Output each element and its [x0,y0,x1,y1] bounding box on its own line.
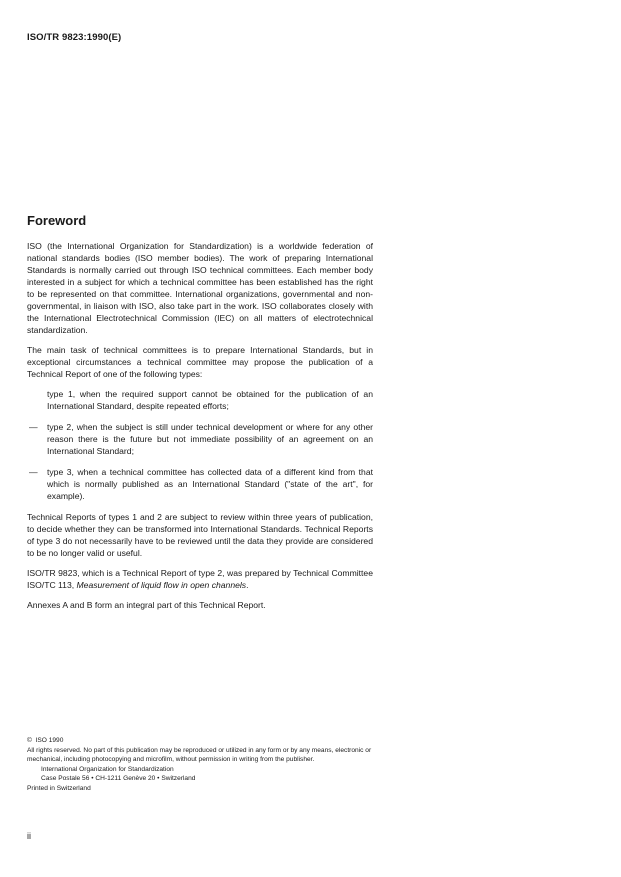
paragraph-4-suffix: . [246,580,249,590]
foreword-heading: Foreword [27,213,87,228]
foreword-paragraph-4 [27,567,373,591]
copyright-block [27,736,373,794]
report-types-list [27,388,373,502]
list-dash: — [29,422,38,432]
organization-name: International Organization for Standardization [41,765,174,773]
foreword-body [27,240,373,619]
rights-statement: All rights reserved. No part of this publication may be reproduced or utilized in any form or by any means, electronic or mechanical, including photocopying and microfilm, without permission in writing from the publisher. [27,746,372,764]
printed-in: Printed in Switzerland [27,784,91,792]
report-type-text: type 3, when a technical committee has collected data of a different kind from that which is normally published as an International Standard ("state of the art", for example). [47,467,373,501]
page-number: ii [27,831,31,841]
committee-title: Measurement of liquid flow in open channels [76,580,247,590]
report-type-item [27,388,373,412]
organization-address: Case Postale 56 • CH-1211 Genève 20 • Switzerland [41,775,196,783]
copyright-line [27,736,373,746]
report-type-text: type 1, when the required support cannot be obtained for the publication of an International Standard, despite repeated efforts; [47,389,373,411]
foreword-paragraph-2: The main task of technical committees is to prepare International Standards, but in exceptional circumstances a technical committee may propose the publication of a Technical Report of one of the following types: [27,345,373,379]
report-type-text: type 2, when the subject is still under technical development or where for any other reason there is the future but not immediate possibility of an agreement on an International Standard; [47,422,373,456]
foreword-paragraph-1: ISO (the International Organization for Standardization) is a worldwide federation of national standards bodies (ISO member bodies). The work of preparing International Standards is normally carried out through ISO technical committees. Each member body interested in a subject for which a technical committee has been established has the right to be represented on that committee. International organizations, governmental and non-governmental, in liaison with ISO, also take part in the work. ISO collaborates closely with the International Electrotechnical Commission (IEC) on all matters of electrotechnical standardization. [27,241,373,335]
report-type-item [27,466,373,502]
copyright-owner-year: ISO 1990 [35,737,64,744]
list-dash: — [29,467,38,477]
report-type-item [27,421,373,457]
copyright-symbol: © [27,737,32,744]
foreword-paragraph-5: Annexes A and B form an integral part of this Technical Report. [27,600,266,610]
document-identifier: ISO/TR 9823:1990(E) [27,32,122,43]
foreword-paragraph-3: Technical Reports of types 1 and 2 are subject to review within three years of publication, to decide whether they can be transformed into International Standards. Technical Reports of type 3 do not necessarily have to be reviewed until the data they provide are considered to be no longer valid or useful. [27,512,373,558]
paragraph-4-prefix: ISO/TR 9823, which is a Technical Report of type 2, was prepared by Technical Committee ISO/TC 113, [27,568,373,590]
